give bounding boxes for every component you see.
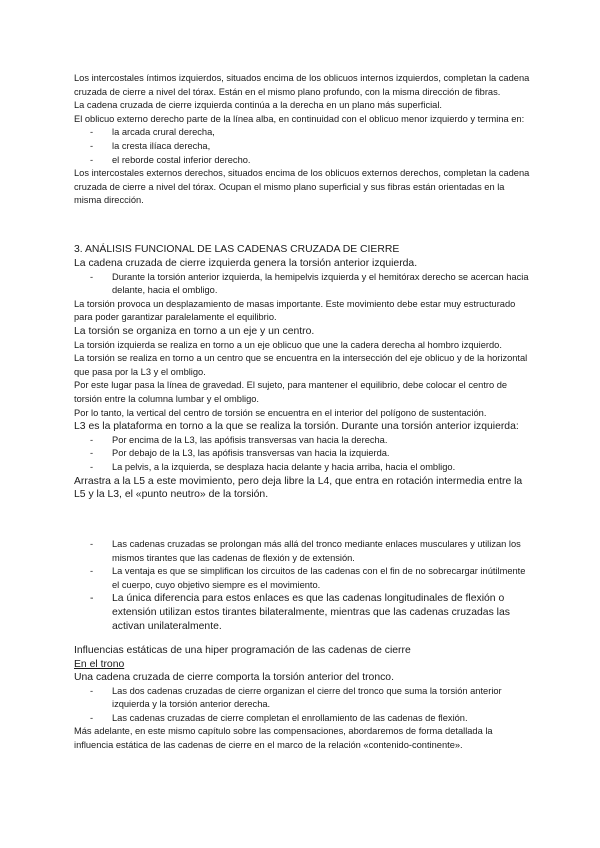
bullet-dash: - [90,434,94,445]
list-item-text: Por debajo de la L3, las apófisis transversas van hacia la izquierda. [112,448,390,459]
list-item-text: Durante la torsión anterior izquierda, la hemipelvis izquierda y el hemitórax derecho se acercan hacia delante, hacia el ombligo. [112,271,529,296]
bullet-dash: - [90,271,94,282]
bullet-dash: - [90,461,94,472]
paragraph: Los intercostales íntimos izquierdos, situados encima de los oblicuos internos izquierdos, completan la cadena cruzada de cierre a nivel del tórax. Están en el mismo plano profundo, con la misma dirección de fibras. [74,73,530,97]
paragraph: Más adelante, en este mismo capítulo sobre las compensaciones, abordaremos de forma detallada la influencia estática de las cadenas de cierre en el marco de la relación «contenido-continente». [74,726,493,750]
list-item-text: Las cadenas cruzadas de cierre completan el enrollamiento de las cadenas de flexión. [112,712,468,723]
list-item [74,447,530,461]
paragraph: La torsión se organiza en torno a un eje y un centro. [74,325,315,337]
list-item [74,592,530,633]
paragraph: Arrastra a la L5 a este movimiento, pero deja libre la L4, que entra en rotación intermedia entre la L5 y la L3, el «punto neutro» de la torsión. [74,475,523,501]
paragraph: Los intercostales externos derechos, situados encima de los oblicuos externos derechos, completan la cadena cruzada de cierre a nivel del tórax. Ocupan el mismo plano superficial y sus fibras están orientadas en la misma dirección. [74,168,530,206]
subtitle-block [74,644,530,671]
section-heading-block [74,243,530,257]
paragraph-block-tronco [74,671,530,753]
bullet-dash: - [90,593,94,605]
list-item-text: la arcada crural derecha, [112,127,215,138]
paragraph: La torsión izquierda se realiza en torno a un eje oblicuo que une la cadera derecha al hombro izquierdo. [74,339,502,350]
paragraph: Una cadena cruzada de cierre comporta la torsión anterior del tronco. [74,672,394,683]
bullet-dash: - [90,566,94,577]
bullet-dash: - [90,712,94,723]
list-item-text: La pelvis, a la izquierda, se desplaza hacia delante y hacia arriba, hacia el ombligo. [112,461,456,472]
bullet-dash: - [90,140,94,151]
list-item [74,271,530,298]
list-item [74,154,530,168]
list-item-text: La ventaja es que se simplifican los circuitos de las cadenas con el fin de no sobrecargar inútilmente el cuerpo, cuyo objetivo siempre es el movimiento. [112,566,526,590]
bullet-block-enlaces [74,538,530,633]
list-item-text: Las dos cadenas cruzadas de cierre organizan el cierre del tronco que suma la torsión anterior izquierda y la torsión anterior derecha. [112,685,502,710]
paragraph: La cadena cruzada de cierre izquierda genera la torsión anterior izquierda. [74,258,418,269]
paragraph-block-analisis [74,257,530,502]
list-item [74,565,530,592]
list-item-text: Las cadenas cruzadas se prolongan más allá del tronco mediante enlaces musculares y utilizan los mismos tirantes que las cadenas de flexión y de extensión. [112,539,521,563]
list-item [74,126,530,140]
list-item [74,140,530,154]
list-item-text: la cresta ilíaca derecha, [112,140,211,151]
bullet-dash: - [90,448,94,459]
paragraph: Por este lugar pasa la línea de gravedad. El sujeto, para mantener el equilibrio, debe colocar el centro de torsión entre la columna lumbar y el ombligo. [74,380,508,404]
subsubtitle: En el trono [74,658,125,670]
bullet-dash: - [90,685,94,696]
paragraph: La torsión provoca un desplazamiento de masas importante. Este movimiento debe estar muy estructurado para poder garantizar paralelamente el equilibrio. [74,298,516,323]
bullet-dash: - [90,127,94,138]
list-item-text: Por encima de la L3, las apófisis transversas van hacia la derecha. [112,434,388,445]
list-item [74,461,530,475]
list-item-text: La única diferencia para estos enlaces es que las cadenas longitudinales de flexión o extensión utilizan estos tirantes bilateralmente, mientras que las cadenas cruzadas las activan unilateralmente. [112,593,510,632]
bullet-dash: - [90,154,94,165]
list-item-text: el reborde costal inferior derecho. [112,154,251,165]
paragraph-block-intercostales [74,72,530,208]
list-item [74,538,530,565]
paragraph: Por lo tanto, la vertical del centro de torsión se encuentra en el interior del polígono de sustentación. [74,407,487,418]
list-item [74,712,530,726]
paragraph: La cadena cruzada de cierre izquierda continúa a la derecha en un plano más superficial. [74,100,442,111]
paragraph: L3 es la plataforma en torno a la que se realiza la torsión. Durante una torsión anterior izquierda: [74,421,519,433]
paragraph: La torsión se realiza en torno a un centro que se encuentra en la intersección del eje oblicuo y de la horizontal que pasa por la L3 y el ombligo. [74,353,528,377]
section-title: 3. ANÁLISIS FUNCIONAL DE LAS CADENAS CRUZADA DE CIERRE [74,244,400,255]
paragraph: El oblicuo externo derecho parte de la línea alba, en continuidad con el oblicuo menor izquierdo y termina en: [74,113,525,124]
list-item [74,434,530,448]
bullet-dash: - [90,539,94,549]
subtitle: Influencias estáticas de una hiper programación de las cadenas de cierre [74,645,411,656]
list-item [74,685,530,712]
